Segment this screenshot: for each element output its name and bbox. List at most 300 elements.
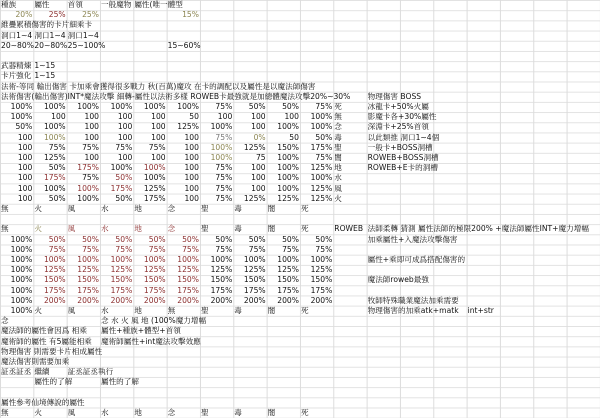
value-cell[interactable]: 125%: [143, 183, 166, 193]
value-cell[interactable]: 200%: [277, 295, 299, 305]
value-cell[interactable]: 75%: [248, 244, 266, 254]
value-cell[interactable]: 200%: [43, 295, 66, 305]
text-cell[interactable]: 念 水 火 風 地 (100%魔力增幅: [100, 316, 207, 326]
value-cell[interactable]: 100: [251, 112, 266, 122]
value-cell[interactable]: 100%: [77, 102, 99, 111]
value-cell[interactable]: 50%: [115, 173, 133, 183]
sheet-row: [0, 224, 600, 234]
value-cell[interactable]: 100%: [77, 255, 99, 264]
sheet-row: [0, 408, 600, 418]
value-cell[interactable]: 100: [84, 153, 99, 162]
value-cell[interactable]: 75%: [282, 244, 299, 254]
text-cell[interactable]: 風: [67, 224, 76, 234]
value-cell[interactable]: 200%: [310, 295, 333, 305]
sheet-row: [0, 275, 600, 285]
value-cell[interactable]: 100: [17, 193, 33, 203]
value-cell[interactable]: 50: [289, 132, 299, 142]
value-cell[interactable]: 125%: [243, 142, 266, 152]
text-cell[interactable]: 魔術師的屬性 有5屬能相乘: [1, 336, 92, 346]
value-cell[interactable]: 100: [251, 163, 266, 173]
value-cell[interactable]: 125%: [143, 265, 166, 275]
sheet-row: [0, 0, 600, 10]
value-cell[interactable]: 75%: [215, 173, 233, 183]
text-cell[interactable]: 地: [134, 204, 142, 213]
value-cell[interactable]: 100: [184, 163, 199, 173]
value-cell[interactable]: 100%: [177, 102, 199, 111]
value-cell[interactable]: 75%: [215, 193, 233, 203]
value-cell[interactable]: 75%: [48, 244, 66, 254]
value-cell[interactable]: 125%: [310, 193, 333, 203]
value-cell[interactable]: 175%: [310, 142, 333, 152]
sheet-row: [0, 347, 600, 357]
sheet-row: [0, 265, 600, 275]
text-cell[interactable]: 念: [167, 204, 176, 213]
value-cell[interactable]: 100%: [277, 163, 299, 173]
value-cell[interactable]: 100: [17, 153, 33, 162]
text-cell[interactable]: 25~100%: [67, 40, 106, 50]
text-cell[interactable]: 風: [67, 408, 76, 417]
value-cell[interactable]: 100%: [43, 183, 66, 193]
value-cell[interactable]: 100%: [77, 183, 99, 193]
value-cell[interactable]: 175%: [143, 193, 166, 203]
text-cell[interactable]: 水: [100, 224, 109, 234]
value-cell[interactable]: 50%: [48, 234, 66, 244]
value-cell[interactable]: 75%: [82, 173, 99, 183]
sheet-row: [0, 31, 600, 41]
text-cell[interactable]: 牧師特殊職業魔法加乘需要: [367, 295, 459, 305]
text-cell[interactable]: 死: [334, 102, 342, 111]
value-cell[interactable]: 50%: [115, 234, 133, 244]
value-cell[interactable]: 150%: [43, 275, 66, 285]
value-cell[interactable]: 150%: [143, 275, 166, 285]
text-cell[interactable]: 洞口1~4: [1, 30, 33, 40]
text-cell[interactable]: 火: [34, 224, 42, 234]
value-cell[interactable]: 100: [184, 153, 199, 162]
text-cell[interactable]: 地: [134, 224, 142, 234]
sheet-row: [0, 296, 600, 306]
text-cell[interactable]: 冰龍卡+50%火屬: [367, 102, 429, 111]
text-cell[interactable]: 1~15: [34, 71, 56, 81]
value-cell[interactable]: 75%: [48, 142, 66, 152]
value-cell[interactable]: 125%: [277, 193, 299, 203]
text-cell[interactable]: 屬性的了解: [34, 377, 73, 387]
value-cell[interactable]: 100%: [143, 173, 166, 183]
text-cell[interactable]: 洞口1~4: [67, 30, 99, 40]
value-cell[interactable]: 100: [117, 122, 133, 132]
text-cell[interactable]: 加乘屬性+入魔法攻擊傷害: [367, 234, 458, 244]
value-cell[interactable]: 100: [117, 153, 133, 162]
sheet-row: [0, 71, 600, 81]
value-cell[interactable]: 100%: [277, 255, 299, 264]
text-cell[interactable]: 聖: [200, 204, 209, 213]
value-cell[interactable]: 75%: [115, 142, 133, 152]
text-cell[interactable]: 水: [100, 306, 109, 315]
text-cell[interactable]: 風: [67, 306, 76, 315]
value-cell[interactable]: 75%: [315, 102, 333, 111]
text-cell[interactable]: int+str: [467, 306, 494, 315]
sheet-row: [0, 194, 600, 204]
text-cell[interactable]: 魔法師roweb最強: [367, 275, 429, 285]
value-cell[interactable]: 75%: [315, 153, 333, 162]
value-cell[interactable]: 75%: [115, 244, 133, 254]
text-cell[interactable]: ROWEB+BOSS洞槽: [367, 153, 439, 162]
value-cell[interactable]: 125%: [277, 265, 299, 275]
text-cell[interactable]: 卡片強化: [1, 71, 32, 81]
text-cell[interactable]: 無: [1, 408, 9, 417]
text-cell[interactable]: 闇: [267, 224, 276, 234]
value-cell[interactable]: 200%: [143, 295, 166, 305]
value-cell[interactable]: 175%: [310, 285, 333, 295]
value-cell[interactable]: 100%: [177, 255, 199, 264]
value-cell[interactable]: 200%: [243, 295, 266, 305]
text-cell[interactable]: 物理傷害 BOSS: [367, 91, 422, 101]
text-cell[interactable]: 念: [334, 122, 342, 132]
sheet-row: [0, 20, 600, 30]
value-cell[interactable]: 100%: [210, 255, 233, 264]
value-cell[interactable]: 50%: [48, 163, 66, 173]
value-cell[interactable]: 100: [84, 132, 99, 142]
text-cell[interactable]: 聖: [334, 142, 342, 152]
value-cell[interactable]: 75%: [215, 244, 233, 254]
value-cell[interactable]: 150%: [77, 275, 99, 285]
text-cell[interactable]: ROWEB: [334, 224, 364, 234]
text-cell[interactable]: 魔法傷害則需要加乘: [1, 357, 70, 366]
sheet-row: [0, 122, 600, 132]
text-cell[interactable]: 毒: [234, 306, 242, 315]
value-cell[interactable]: 100%: [143, 255, 166, 264]
sheet-row: [0, 184, 600, 194]
sheet-row: [0, 82, 600, 92]
value-cell[interactable]: 50%: [48, 193, 66, 203]
value-cell[interactable]: 100%: [10, 295, 33, 305]
value-cell[interactable]: 100%: [10, 265, 33, 275]
value-cell[interactable]: 50: [189, 112, 199, 122]
value-cell[interactable]: 75%: [82, 244, 99, 254]
sheet-row: [0, 388, 600, 398]
value-cell[interactable]: 100%: [310, 122, 333, 132]
sheet-row: [0, 255, 600, 265]
value-cell[interactable]: 175%: [43, 173, 66, 183]
value-cell[interactable]: 100%: [277, 153, 299, 162]
value-cell[interactable]: 50%: [182, 234, 199, 244]
text-cell[interactable]: 洞口1~4: [34, 30, 66, 40]
text-cell[interactable]: 魔法師的屬性會因爲 相乘: [1, 326, 87, 336]
sheet-row: [0, 235, 600, 245]
value-cell[interactable]: 100%: [10, 275, 33, 285]
value-cell[interactable]: 50%: [115, 193, 133, 203]
value-cell[interactable]: 100: [151, 132, 166, 142]
text-cell[interactable]: 闇: [334, 153, 342, 162]
value-cell[interactable]: 100%: [310, 255, 333, 264]
text-cell[interactable]: 毒: [334, 132, 342, 142]
value-cell[interactable]: 100: [117, 132, 133, 142]
text-cell[interactable]: 法術-等同 輸出傷害 卡加乘會獲得很多戰力 秋(百萬)魔攻 在卡的調配以及屬性是以魔法師傷害: [1, 81, 316, 91]
value-cell[interactable]: 100%: [110, 255, 133, 264]
value-cell[interactable]: 20%: [15, 10, 33, 20]
value-cell[interactable]: 100%: [10, 244, 33, 254]
text-cell[interactable]: 死: [300, 204, 309, 213]
sheet-row: [0, 173, 600, 183]
value-cell[interactable]: 100%: [10, 102, 33, 111]
text-cell[interactable]: 毒: [234, 408, 242, 417]
sheet-row: [0, 41, 600, 51]
value-cell[interactable]: 100%: [110, 163, 133, 173]
value-cell[interactable]: 100%: [10, 306, 33, 315]
value-cell[interactable]: 100: [251, 173, 266, 183]
value-cell[interactable]: 175%: [110, 285, 133, 295]
text-cell[interactable]: 火: [34, 306, 42, 315]
value-cell[interactable]: 150%: [110, 275, 133, 285]
text-cell[interactable]: 水: [100, 204, 109, 213]
text-cell[interactable]: 死: [300, 224, 309, 234]
text-cell[interactable]: 無: [167, 306, 176, 315]
text-cell[interactable]: 毒: [234, 224, 242, 234]
text-cell[interactable]: 火: [334, 193, 342, 203]
value-cell[interactable]: 100%: [310, 173, 333, 183]
value-cell[interactable]: 100: [17, 132, 33, 142]
text-cell[interactable]: 念: [167, 224, 176, 234]
value-cell[interactable]: 100%: [210, 122, 233, 132]
text-cell[interactable]: 物理傷害 則需要卡片相成屬性: [1, 346, 103, 356]
value-cell[interactable]: 100%: [10, 112, 33, 122]
value-cell[interactable]: 200%: [177, 295, 199, 305]
value-cell[interactable]: 100: [84, 122, 99, 132]
value-cell[interactable]: 50%: [282, 102, 299, 111]
value-cell[interactable]: 200%: [110, 295, 133, 305]
value-cell[interactable]: 50%: [82, 234, 99, 244]
value-cell[interactable]: 175%: [43, 285, 66, 295]
value-cell[interactable]: 100: [17, 142, 33, 152]
text-cell[interactable]: 種族: [1, 0, 17, 9]
value-cell[interactable]: 100: [184, 193, 199, 203]
value-cell[interactable]: 100: [184, 183, 199, 193]
text-cell[interactable]: 屬性(唯一體型: [134, 0, 183, 9]
value-cell[interactable]: 50%: [282, 234, 299, 244]
value-cell[interactable]: 175%: [177, 285, 199, 295]
text-cell[interactable]: 無: [1, 204, 9, 213]
value-cell[interactable]: 150%: [177, 275, 199, 285]
value-cell[interactable]: 125%: [43, 153, 66, 162]
value-cell[interactable]: 200%: [210, 295, 233, 305]
text-cell[interactable]: 屬性: [34, 0, 50, 9]
text-cell[interactable]: 一般卡+BOSS洞槽: [367, 142, 433, 152]
value-cell[interactable]: 100%: [210, 153, 233, 162]
text-cell[interactable]: 維疊累積傷害的卡片細乘卡: [1, 20, 93, 30]
sheet-row: [0, 10, 600, 20]
value-cell[interactable]: 125%: [177, 265, 199, 275]
sheet-row: [0, 133, 600, 143]
value-cell[interactable]: 125%: [243, 193, 266, 203]
value-cell[interactable]: 100: [184, 142, 199, 152]
value-cell[interactable]: 100%: [43, 132, 66, 142]
value-cell[interactable]: 15%: [182, 10, 199, 20]
value-cell[interactable]: 125%: [310, 265, 333, 275]
text-cell[interactable]: 影魔卡各+30%屬性: [367, 112, 437, 122]
text-cell[interactable]: 聖: [200, 306, 209, 315]
value-cell[interactable]: 100: [17, 173, 33, 183]
text-cell[interactable]: 証丞証丞執行: [67, 367, 114, 377]
value-cell[interactable]: 175%: [243, 285, 266, 295]
text-cell[interactable]: 風: [334, 183, 342, 193]
sheet-row: [0, 326, 600, 336]
value-cell[interactable]: 100%: [43, 255, 66, 264]
value-cell[interactable]: 200%: [77, 295, 99, 305]
text-cell[interactable]: 15~60%: [167, 40, 201, 50]
sheet-row: [0, 163, 600, 173]
value-cell[interactable]: 100%: [143, 102, 166, 111]
text-cell[interactable]: 法師柔轉 猜測 屬性法師的極限200% +魔法師屬性INT+魔力增幅: [367, 224, 589, 234]
value-cell[interactable]: 175%: [277, 285, 299, 295]
value-cell[interactable]: 50%: [148, 234, 166, 244]
value-cell[interactable]: 100: [84, 112, 99, 122]
text-cell[interactable]: 聖: [200, 408, 209, 417]
value-cell[interactable]: 100%: [210, 142, 233, 152]
value-cell[interactable]: 25%: [48, 10, 66, 20]
text-cell[interactable]: 屬性+乘即可成爲搭配傷害的: [367, 255, 466, 264]
text-cell[interactable]: ROWEB+E卡的洞槽: [367, 163, 438, 173]
value-cell[interactable]: 25%: [82, 10, 99, 20]
value-cell[interactable]: 0%: [253, 132, 266, 142]
text-cell[interactable]: 物理傷害的加乘atk+matk: [367, 306, 459, 315]
value-cell[interactable]: 75%: [315, 244, 333, 254]
value-cell[interactable]: 75%: [215, 102, 233, 111]
text-cell[interactable]: 無: [1, 224, 9, 234]
sheet-row: [0, 112, 600, 122]
value-cell[interactable]: 100: [151, 122, 166, 132]
value-cell[interactable]: 50%: [315, 132, 333, 142]
value-cell[interactable]: 50%: [248, 102, 266, 111]
value-cell[interactable]: 100: [184, 132, 199, 142]
text-cell[interactable]: 無: [334, 112, 342, 122]
text-cell[interactable]: 地: [134, 408, 142, 417]
text-cell[interactable]: 以此類推 洞口1~4個: [367, 132, 440, 142]
text-cell[interactable]: 闇: [267, 408, 276, 417]
value-cell[interactable]: 150%: [277, 142, 299, 152]
text-cell[interactable]: 火: [34, 408, 42, 417]
text-cell[interactable]: 屬性+種族+體型+首領: [100, 326, 181, 336]
text-cell[interactable]: 水: [334, 173, 342, 183]
value-cell[interactable]: 100: [151, 112, 166, 122]
value-cell[interactable]: 125%: [243, 265, 266, 275]
value-cell[interactable]: 100: [184, 173, 199, 183]
text-cell[interactable]: 20~80%: [1, 40, 34, 50]
sheet-row: [0, 398, 600, 408]
value-cell[interactable]: 75: [255, 153, 266, 162]
text-cell[interactable]: 闇: [267, 306, 276, 315]
value-cell[interactable]: 100%: [43, 122, 66, 132]
sheet-row: [0, 377, 600, 387]
value-cell[interactable]: 50%: [248, 234, 266, 244]
text-cell[interactable]: 屬性的了解: [100, 377, 139, 387]
value-cell[interactable]: 125%: [43, 265, 66, 275]
value-cell[interactable]: 100%: [277, 173, 299, 183]
sheet-row: [0, 143, 600, 153]
text-cell[interactable]: 一般魔物: [100, 0, 132, 9]
value-cell[interactable]: 125%: [110, 265, 133, 275]
value-cell[interactable]: 175%: [77, 285, 99, 295]
value-cell[interactable]: 150%: [210, 275, 233, 285]
value-cell[interactable]: 175%: [110, 183, 133, 193]
value-cell[interactable]: 50%: [315, 234, 333, 244]
text-cell[interactable]: 聖: [200, 224, 209, 234]
value-cell[interactable]: 100: [251, 122, 266, 132]
value-cell[interactable]: 75%: [148, 142, 166, 152]
text-cell[interactable]: 地: [334, 163, 342, 173]
value-cell[interactable]: 75%: [215, 132, 233, 142]
value-cell[interactable]: 100%: [277, 183, 299, 193]
value-cell[interactable]: 100: [217, 112, 233, 122]
text-cell[interactable]: 繼續: [34, 367, 50, 377]
text-cell[interactable]: 念: [167, 408, 176, 417]
value-cell[interactable]: 100%: [310, 112, 333, 122]
text-cell[interactable]: 毒: [234, 204, 242, 213]
text-cell[interactable]: 闇: [267, 204, 276, 213]
value-cell[interactable]: 100: [251, 183, 266, 193]
value-cell[interactable]: 100: [284, 112, 299, 122]
value-cell[interactable]: 175%: [210, 285, 233, 295]
value-cell[interactable]: 100%: [43, 102, 66, 111]
value-cell[interactable]: 125%: [77, 265, 99, 275]
value-cell[interactable]: 100: [117, 112, 133, 122]
value-cell[interactable]: 125%: [177, 122, 199, 132]
value-cell[interactable]: 100%: [110, 102, 133, 111]
value-cell[interactable]: 100: [17, 183, 33, 193]
value-cell[interactable]: 100%: [143, 163, 166, 173]
value-cell[interactable]: 100%: [10, 255, 33, 264]
value-cell[interactable]: 100%: [77, 193, 99, 203]
value-cell[interactable]: 100: [51, 112, 66, 122]
value-cell[interactable]: 75%: [82, 142, 99, 152]
text-cell[interactable]: 武器精煉: [1, 61, 32, 71]
value-cell[interactable]: 100: [151, 153, 166, 162]
value-cell[interactable]: 125%: [310, 183, 333, 193]
value-cell[interactable]: 175%: [143, 285, 166, 295]
text-cell[interactable]: 水: [100, 408, 109, 417]
text-cell[interactable]: 地: [134, 306, 142, 315]
text-cell[interactable]: 死: [300, 306, 309, 315]
value-cell[interactable]: 50%: [215, 234, 233, 244]
value-cell[interactable]: 75%: [215, 163, 233, 173]
text-cell[interactable]: 深淵卡+25%首領: [367, 122, 429, 132]
value-cell[interactable]: 100%: [10, 234, 33, 244]
value-cell[interactable]: 50%: [15, 122, 33, 132]
value-cell[interactable]: 150%: [310, 275, 333, 285]
value-cell[interactable]: 150%: [277, 275, 299, 285]
text-cell[interactable]: 火: [34, 204, 42, 213]
text-cell[interactable]: 念: [1, 316, 9, 326]
value-cell[interactable]: 175%: [77, 163, 99, 173]
text-cell[interactable]: 証丞証丞: [1, 367, 32, 377]
text-cell[interactable]: 魔術師屬性+int魔法攻擊效應: [100, 336, 201, 346]
value-cell[interactable]: 150%: [243, 275, 266, 285]
text-cell[interactable]: 法術傷害(輸出傷害)INT*魔法攻擊 細轉-屬性以法術多樣 ROWEB卡最強就是加總體魔法攻擊20%~30%: [1, 91, 351, 101]
value-cell[interactable]: 125%: [210, 265, 233, 275]
text-cell[interactable]: 1~15: [34, 61, 56, 71]
value-cell[interactable]: 125%: [310, 163, 333, 173]
value-cell[interactable]: 75%: [182, 244, 199, 254]
text-cell[interactable]: 風: [67, 204, 76, 213]
text-cell[interactable]: 首領: [67, 0, 83, 9]
text-cell[interactable]: 20~80%: [34, 40, 68, 50]
value-cell[interactable]: 100%: [243, 255, 266, 264]
value-cell[interactable]: 100%: [277, 122, 299, 132]
value-cell[interactable]: 75%: [215, 183, 233, 193]
value-cell[interactable]: 100: [17, 163, 33, 173]
text-cell[interactable]: 屬性參考仙境傳說的屬性: [1, 397, 85, 407]
text-cell[interactable]: 死: [300, 408, 309, 417]
value-cell[interactable]: 75%: [148, 244, 166, 254]
value-cell[interactable]: 100%: [10, 285, 33, 295]
